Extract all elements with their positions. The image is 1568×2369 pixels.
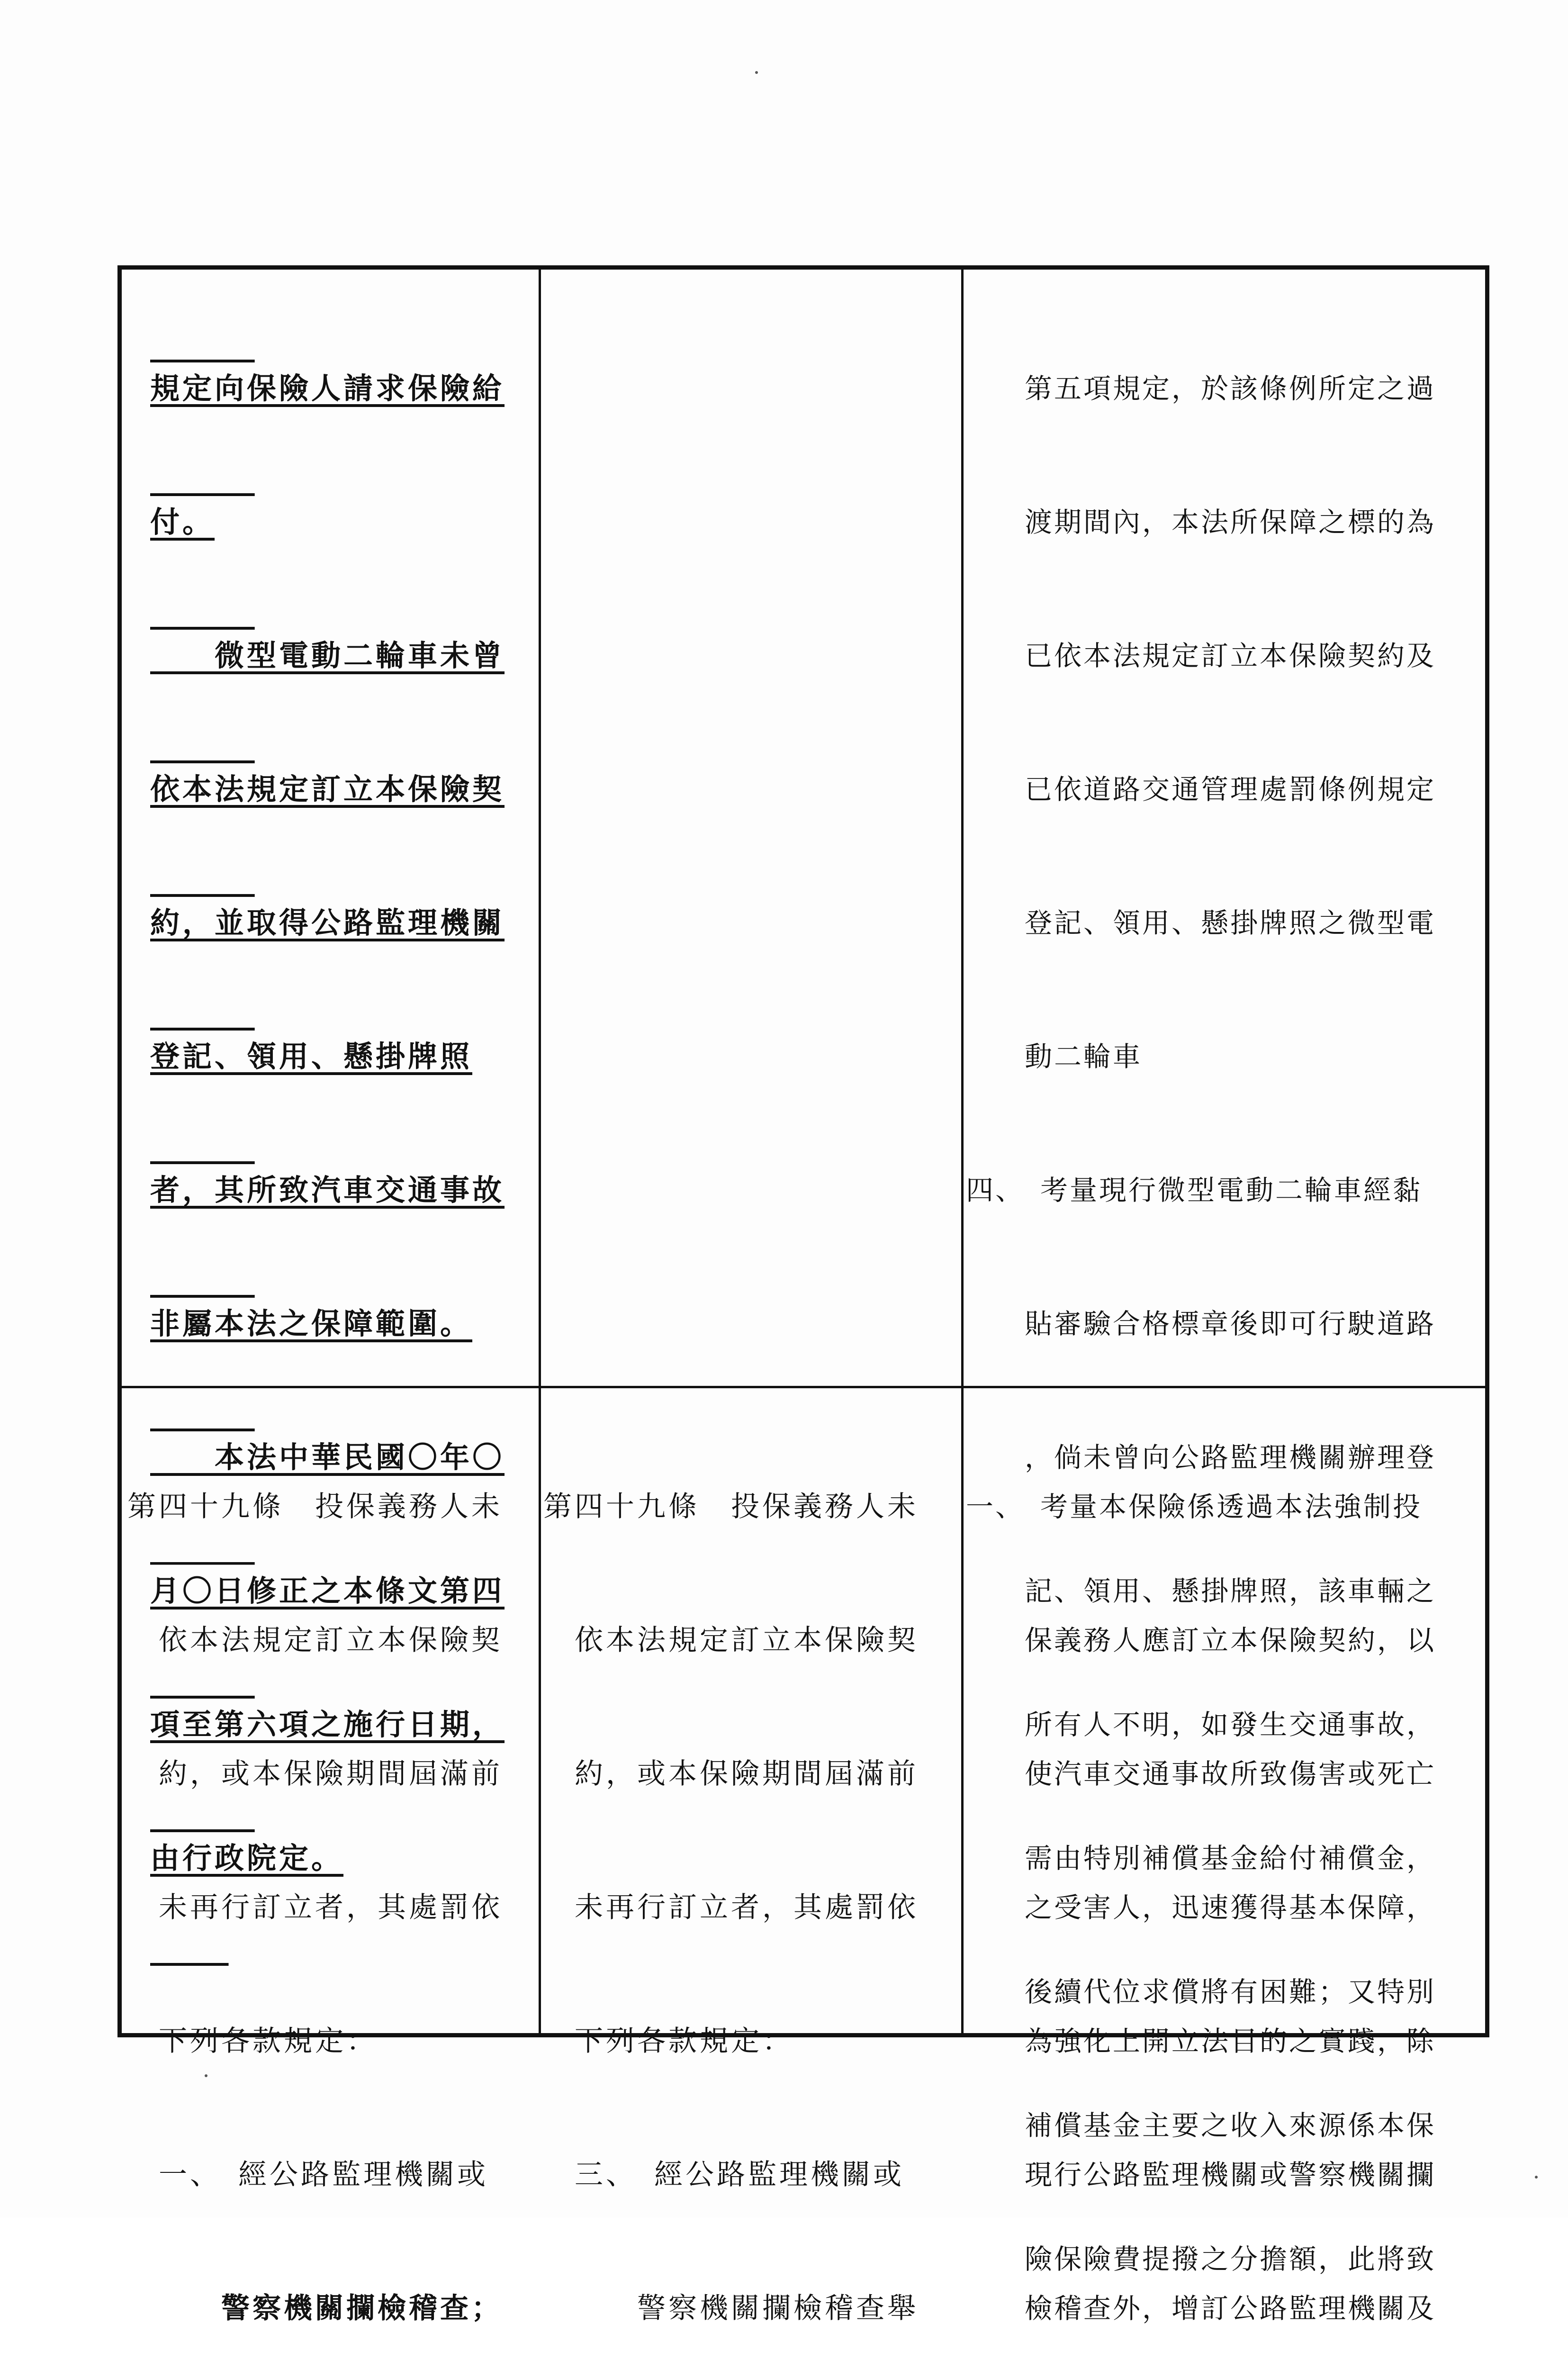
text-line: 約，並取得公路監理機關 (150, 905, 505, 940)
text-line: 已依本法規定訂立本保險契約及 (966, 640, 1436, 672)
text-line: 險保險費提撥之分擔額，此將致 (966, 2243, 1436, 2275)
text-line: 警察機關攔檢稽查； (127, 2292, 503, 2325)
text-line: 需由特別補償基金給付補償金， (966, 1842, 1436, 1874)
text-line: 所有人不明，如發生交通事故， (966, 1709, 1436, 1741)
amended-text-cell-bottom (127, 1395, 535, 2325)
text-line: 者，其所致汽車交通事故 (150, 1173, 505, 1207)
column-divider (961, 270, 964, 2033)
text-line: 一、 經公路監理機關或 (127, 2158, 488, 2191)
comparison-table (117, 265, 1489, 2325)
text-line: 四、 考量現行微型電動二輪車經黏 (966, 1174, 1423, 1206)
text-line: 未再行訂立者，其處罰依 (543, 1891, 919, 1924)
scan-speck (755, 71, 758, 74)
text-line: 第五項規定，於該條例所定之過 (966, 372, 1436, 405)
column-divider (539, 270, 541, 2033)
text-line: 後續代位求償將有困難；又特別 (966, 1976, 1436, 2008)
text-line: 一、 考量本保險係透過本法強制投 (966, 1491, 1423, 1523)
text-line: 現行公路監理機關或警察機關攔 (966, 2159, 1436, 2191)
text-line: 由行政院定。 (150, 1841, 344, 1875)
text-line: 付。 (150, 505, 215, 539)
text-line: 依本法規定訂立本保險契 (543, 1624, 919, 1657)
text-line: 三、 經公路監理機關或 (543, 2158, 904, 2191)
text-line: 依本法規定訂立本保險契 (127, 1624, 503, 1657)
text-line: 第四十九條 投保義務人未 (543, 1490, 919, 1523)
current-text-cell-bottom (543, 1395, 957, 2325)
current-text-cell-top (543, 277, 955, 1381)
text-line: 記、領用、懸掛牌照，該車輛之 (966, 1575, 1436, 1607)
text-line: 項至第六項之施行日期， (150, 1707, 505, 1742)
text-line: 貼審驗合格標章後即可行駛道路 (966, 1308, 1436, 1340)
scan-speck (1535, 2176, 1538, 2179)
text-line: 規定向保險人請求保險給 (150, 371, 505, 406)
text-line: 之受害人，迅速獲得基本保障， (966, 1891, 1436, 1924)
text-line: 非屬本法之保障範圍。 (150, 1306, 473, 1341)
text-line: 依本法規定訂立本保險契 (150, 772, 505, 806)
text-line: 使汽車交通事故所致傷害或死亡 (966, 1758, 1436, 1790)
text-line: 動二輪車 (966, 1040, 1143, 1073)
text-line: 月〇日修正之本條文第四 (150, 1573, 505, 1608)
text-line: 已依道路交通管理處罰條例規定 (966, 773, 1436, 805)
text-line: 登記、領用、懸掛牌照 (150, 1039, 473, 1074)
text-line: 微型電動二輪車未曾 (150, 638, 505, 673)
text-line: ，倘未曾向公路監理機關辦理登 (966, 1441, 1436, 1474)
text-line: 第四十九條 投保義務人未 (127, 1490, 503, 1523)
text-line: 約，或本保險期間屆滿前 (543, 1757, 919, 1790)
text-line: 未再行訂立者，其處罰依 (127, 1891, 503, 1924)
text-line: 檢稽查外，增訂公路監理機關及 (966, 2292, 1436, 2324)
text-line: 為強化上開立法目的之實踐，除 (966, 2025, 1436, 2057)
text-line: 警察機關攔檢稽查舉 (543, 2292, 919, 2325)
text-line: 補償基金主要之收入來源係本保 (966, 2109, 1436, 2142)
text-line: 本法中華民國〇年〇 (150, 1440, 505, 1474)
text-line: 下列各款規定： (127, 2025, 378, 2058)
text-line: 約，或本保險期間屆滿前 (127, 1757, 503, 1790)
text-line: 渡期間內，本法所保障之標的為 (966, 506, 1436, 538)
text-line: 登記、領用、懸掛牌照之微型電 (966, 907, 1436, 939)
text-line: 保義務人應訂立本保險契約，以 (966, 1624, 1436, 1656)
text-line: 下列各款規定： (543, 2025, 793, 2058)
